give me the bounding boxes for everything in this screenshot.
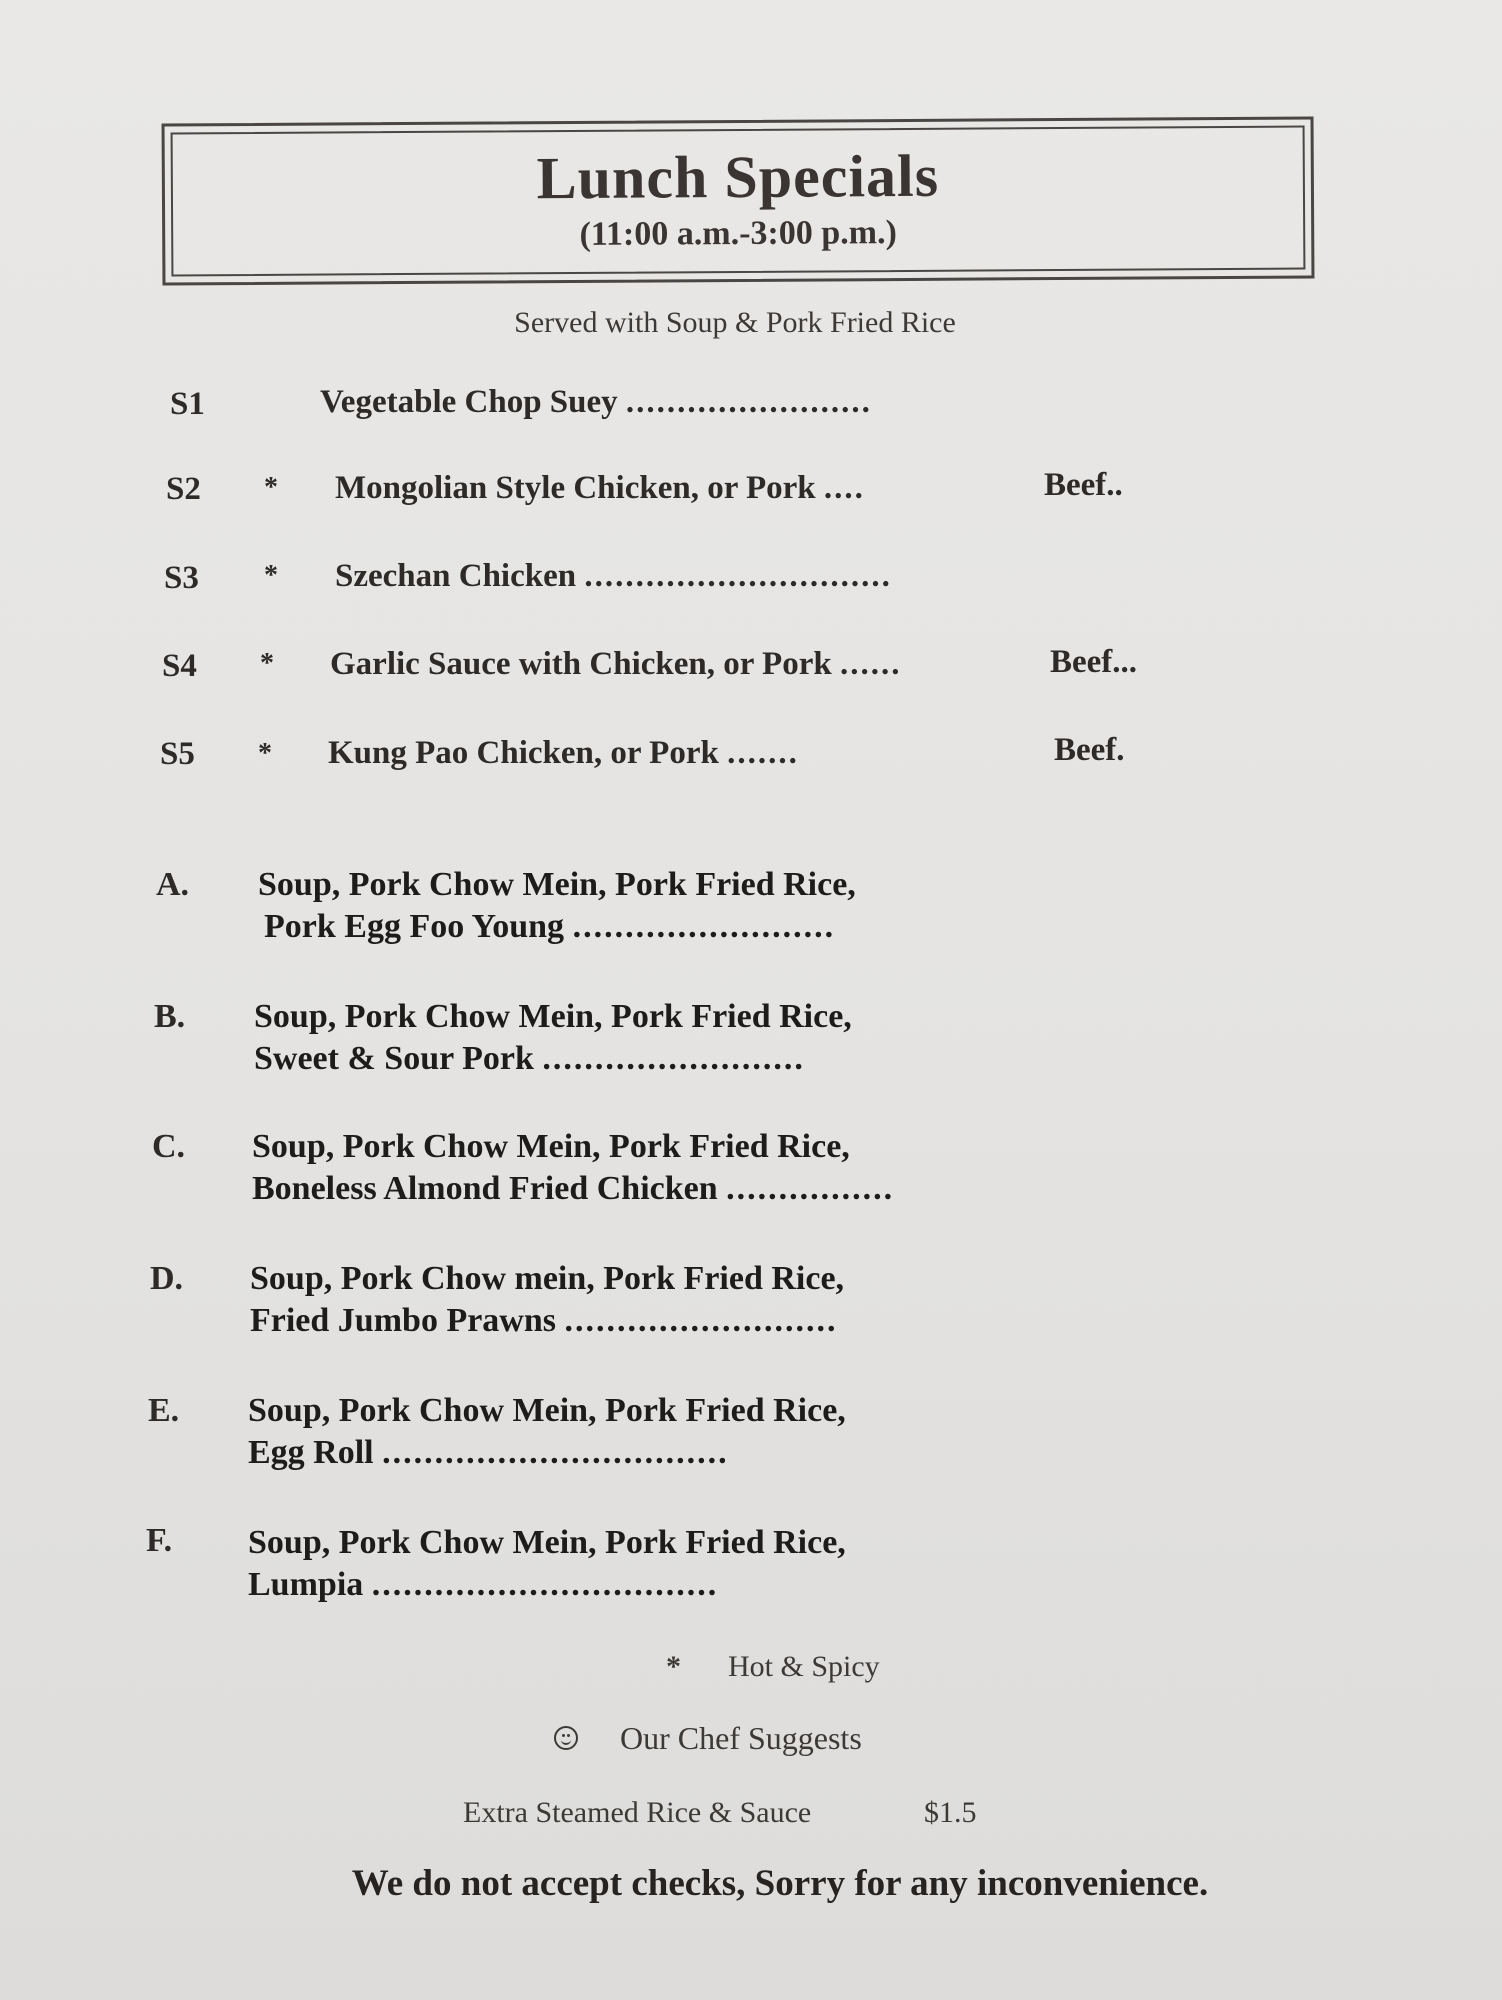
extra-rice-label: Extra Steamed Rice & Sauce — [463, 1796, 812, 1829]
combo-line1: Soup, Pork Chow mein, Pork Fried Rice, — [250, 1260, 845, 1297]
special-name: Vegetable Chop Suey — [320, 384, 618, 420]
special-item — [328, 735, 799, 772]
leader-dots: ................ — [726, 1170, 895, 1207]
spicy-star-icon: * — [260, 648, 274, 679]
menu-title: Lunch Specials — [536, 142, 940, 212]
combo-line2 — [254, 1040, 805, 1078]
combo-letter: B. — [154, 998, 186, 1035]
combo-line1: Soup, Pork Chow Mein, Pork Fried Rice, — [248, 1524, 846, 1561]
smiley-icon — [554, 1726, 578, 1750]
combo-letter: F. — [146, 1522, 173, 1559]
combo-dish: Fried Jumbo Prawns — [250, 1302, 556, 1339]
combo-line2 — [252, 1170, 894, 1208]
spicy-star-icon: * — [666, 1650, 681, 1683]
special-item — [330, 646, 901, 683]
combo-line1: Soup, Pork Chow Mein, Pork Fried Rice, — [254, 998, 852, 1035]
special-code: S5 — [160, 736, 195, 772]
leader-dots: ...... — [839, 646, 902, 682]
title-box — [162, 116, 1315, 285]
chef-suggests-label: Our Chef Suggests — [620, 1720, 862, 1756]
special-beef-option: Beef... — [1050, 644, 1138, 680]
combo-line1: Soup, Pork Chow Mein, Pork Fried Rice, — [248, 1392, 846, 1429]
combo-letter: A. — [156, 866, 190, 903]
leader-dots: ................................. — [371, 1566, 719, 1603]
combo-letter: C. — [152, 1128, 186, 1165]
leader-dots: ......................... — [572, 908, 836, 945]
special-code: S3 — [164, 560, 199, 596]
combo-letter: D. — [150, 1260, 184, 1297]
extra-rice-price: $1.5 — [924, 1796, 977, 1829]
special-code: S2 — [166, 471, 201, 507]
combo-dish: Lumpia — [248, 1566, 364, 1603]
combo-line2 — [248, 1566, 718, 1604]
special-name: Mongolian Style Chicken, or Pork — [335, 470, 816, 506]
spicy-star-icon: * — [264, 560, 278, 591]
combo-line1: Soup, Pork Chow Mein, Pork Fried Rice, — [252, 1128, 850, 1165]
combo-line2 — [248, 1434, 729, 1472]
combo-line2 — [264, 908, 835, 946]
special-beef-option: Beef.. — [1044, 467, 1123, 503]
special-beef-option: Beef. — [1054, 732, 1125, 768]
combo-line2 — [250, 1302, 838, 1340]
spicy-star-icon: * — [258, 738, 272, 769]
served-note: Served with Soup & Pork Fried Rice — [514, 306, 956, 339]
combo-letter: E. — [148, 1392, 180, 1429]
leader-dots: ......................... — [542, 1040, 805, 1077]
leader-dots: .......................... — [564, 1302, 838, 1339]
spicy-star-icon: * — [264, 472, 278, 503]
menu-hours: (11:00 a.m.-3:00 p.m.) — [579, 214, 897, 253]
special-item — [320, 384, 872, 421]
leader-dots: .............................. — [584, 558, 892, 594]
combo-line1: Soup, Pork Chow Mein, Pork Fried Rice, — [258, 866, 856, 903]
combo-dish: Boneless Almond Fried Chicken — [252, 1170, 718, 1207]
special-name: Garlic Sauce with Chicken, or Pork — [330, 646, 832, 682]
combo-dish: Sweet & Sour Pork — [254, 1040, 534, 1077]
combo-dish: Pork Egg Foo Young — [264, 908, 565, 945]
leader-dots: ................................. — [382, 1434, 729, 1471]
leader-dots: ........................ — [625, 384, 872, 420]
payment-notice: We do not accept checks, Sorry for any inconvenience. — [351, 1863, 1209, 1904]
special-name: Kung Pao Chicken, or Pork — [328, 735, 719, 771]
special-code: S4 — [162, 648, 197, 684]
special-item — [335, 558, 892, 595]
special-code: S1 — [170, 386, 205, 422]
special-item — [335, 470, 865, 507]
leader-dots: ....... — [727, 735, 799, 771]
leader-dots: .... — [823, 470, 865, 506]
hot-spicy-label: Hot & Spicy — [728, 1650, 880, 1683]
combo-dish: Egg Roll — [248, 1434, 374, 1471]
special-name: Szechan Chicken — [335, 558, 577, 594]
